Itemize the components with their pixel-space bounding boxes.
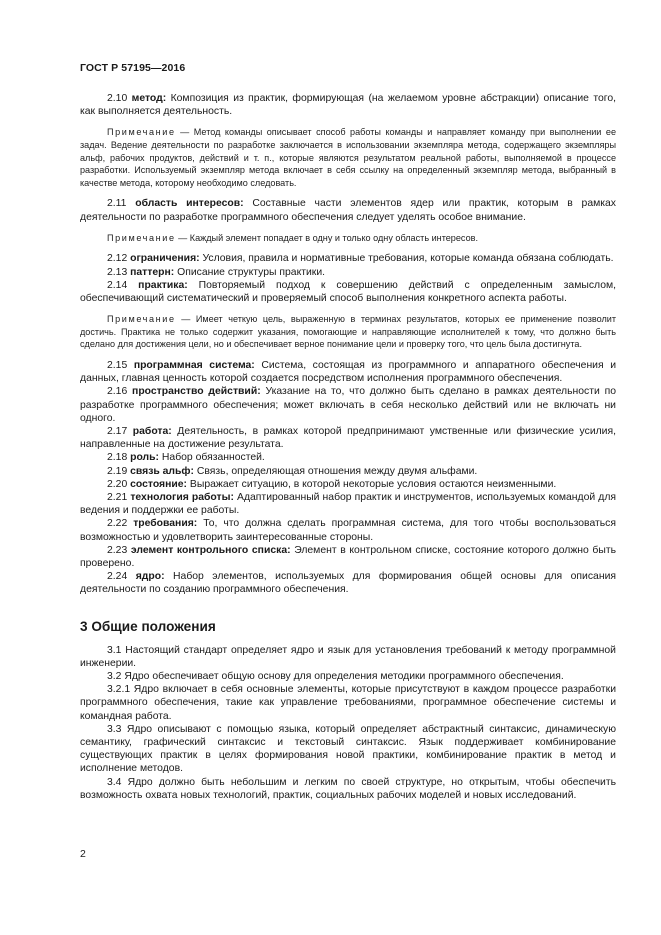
term-note: [80, 313, 616, 351]
term-definition: [80, 478, 616, 491]
term-name: ядро:: [135, 571, 165, 583]
term-number: 2.15: [107, 359, 128, 371]
term-text: Набор элементов, используемых для формирования общей основы для описания деятельности по созданию программного обеспечения.: [80, 571, 617, 596]
term-name: метод:: [131, 93, 167, 104]
term-name: программная система:: [133, 359, 255, 371]
term-text: Система, состоящая из программного и аппаратного обеспечения и данных, главная ценность которой создается посредством исполнения программного обеспечения.: [80, 359, 616, 385]
term-number: 2.16: [107, 386, 128, 398]
term-text: Выражает ситуацию, в которой некоторые условия остаются неизменными.: [189, 478, 557, 490]
page-number: 2: [80, 848, 86, 860]
term-number: 2.19: [107, 465, 128, 477]
term-number: 2.10: [107, 93, 128, 104]
term-definition: [80, 266, 616, 279]
term-definition: [80, 197, 616, 223]
term-definition: [80, 359, 616, 385]
section-paragraph: 3.3 Ядро описывают с помощью языка, который определяет абстрактный синтаксис, динамическую семантику, графический синтаксис и текстовый синтаксис. Язык поддерживает комбинирование существующих практик в целях формирования новой практики, комбинирование практик в метод и исполнение методов.: [80, 723, 616, 775]
term-number: 2.20: [107, 478, 128, 490]
term-name: область интересов:: [135, 198, 244, 210]
term-text: Набор обязанностей.: [161, 452, 265, 464]
term-name: пространство действий:: [132, 386, 261, 398]
section-heading: 3 Общие положения: [80, 618, 216, 634]
term-number: 2.21: [107, 492, 128, 503]
section-paragraph: 3.1 Настоящий стандарт определяет ядро и язык для установления требований к методу программной инженерии.: [80, 644, 616, 669]
term-number: 2.18: [107, 452, 128, 464]
term-number: 2.22: [107, 518, 128, 530]
term-definition: [80, 465, 616, 478]
term-number: 2.11: [107, 198, 127, 210]
term-definition: [80, 425, 616, 451]
term-definition: [80, 279, 616, 305]
term-definition: [80, 517, 616, 543]
term-name: связь альф:: [130, 465, 194, 477]
term-definition: [80, 92, 616, 118]
note-label: Примечание: [107, 314, 176, 325]
term-text: Условия, правила и нормативные требования, которые команда обязана соблюдать.: [202, 253, 614, 265]
section-paragraph: 3.2 Ядро обеспечивает общую основу для определения методики программного обеспечения.: [107, 671, 564, 683]
term-text: Составные части элементов ядер или практик, которым в рамках деятельности по разработке программного обеспечения следует уделять особое внимание.: [80, 198, 617, 223]
note-text: — Каждый элемент попадает в одну и только одну область интересов.: [178, 232, 478, 243]
note-label: Примечание: [107, 127, 176, 138]
term-number: 2.24: [107, 571, 128, 583]
term-text: Описание структуры практики.: [177, 266, 326, 278]
term-note: [80, 126, 616, 189]
term-definition: [80, 544, 616, 570]
term-text: Деятельность, в рамках которой предпринимают умственные или физические усилия, направленные на достижение результата.: [80, 425, 617, 451]
term-name: технология работы:: [130, 492, 234, 503]
term-text: Связь, определяющая отношения между двумя альфами.: [196, 465, 478, 477]
term-definition: [80, 491, 616, 517]
term-number: 2.13: [107, 266, 128, 278]
note-label: Примечание: [107, 232, 176, 243]
section-paragraph: 3.2.1 Ядро включает в себя основные элементы, которые присутствуют в каждом процессе разработки программного обеспечения, такие как управление требованиями, программное обеспечение системы и командная работа.: [80, 684, 616, 722]
term-text: Элемент в контрольном списке, состояние которого должно быть проверено.: [80, 544, 617, 570]
term-name: ограничения:: [130, 253, 200, 265]
term-note: [80, 232, 616, 245]
term-name: состояние:: [130, 478, 188, 490]
term-number: 2.23: [107, 544, 128, 556]
term-name: работа:: [132, 425, 172, 437]
term-definition: [80, 451, 616, 464]
document-code-header: ГОСТ Р 57195—2016: [80, 62, 186, 74]
term-text: То, что должна сделать программная система, для того чтобы воспользоваться возможностью и удовлетворить заинтересованные стороны.: [80, 518, 616, 543]
term-number: 2.12: [107, 253, 128, 265]
term-definition: [80, 252, 616, 265]
term-name: роль:: [130, 452, 160, 464]
term-name: практика:: [138, 279, 188, 291]
term-number: 2.17: [107, 425, 128, 437]
term-text: Указание на то, что должно быть сделано в рамках деятельности по разработке программного обеспечения; может включать в себя несколько действий или не включать ни одного.: [80, 386, 617, 424]
term-name: паттерн:: [130, 266, 175, 278]
term-name: требования:: [133, 518, 198, 530]
page-content: [80, 92, 616, 802]
term-text: Композиция из практик, формирующая (на желаемом уровне абстракции) описание того, как выполняется деятельность.: [80, 93, 616, 118]
section-paragraph: 3.4 Ядро должно быть небольшим и легким по своей структуре, но открытым, чтобы обеспечить возможность охвата новых технологий, практик, социальных рабочих моделей и новых исследований.: [80, 776, 616, 801]
term-definition: [80, 385, 616, 425]
term-name: элемент контрольного списка:: [130, 544, 291, 556]
term-definition: [80, 570, 616, 596]
term-number: 2.14: [107, 279, 128, 291]
term-text: Адаптированный набор практик и инструментов, используемых командой для ведения и поддержки ее работы.: [80, 492, 617, 517]
term-text: Повторяемый подход к совершению действий с определенным замыслом, обеспечивающий систематический и проверяемый способ выполнения конкретного аспекта работы.: [80, 279, 616, 304]
note-text: — Метод команды описывает способ работы команды и направляет команду при выполнении ее задач. Ведение деятельности по разработке заключается в использовании экземпляра метода, содержащего экземпляры альф, рабочих продуктов, действий и т. п., которые являются результатом реальной работы, выполняемой в процессе разработки. Используемый экземпляр метода включает в себя ссылку на определенный экземпляр метода, выбранный в качестве метода, которому необходимо следовать.: [80, 127, 616, 188]
note-text: — Имеет четкую цель, выраженную в терминах результатов, которых ее применение позволит достичь. Практика не только содержит указания, помогающие и направляющие исполнителей к тому, что должно быть сделано для достижения цели, но и обеспечивает верное понимание цели и проверку того, что цель была достигнута.: [80, 314, 616, 350]
